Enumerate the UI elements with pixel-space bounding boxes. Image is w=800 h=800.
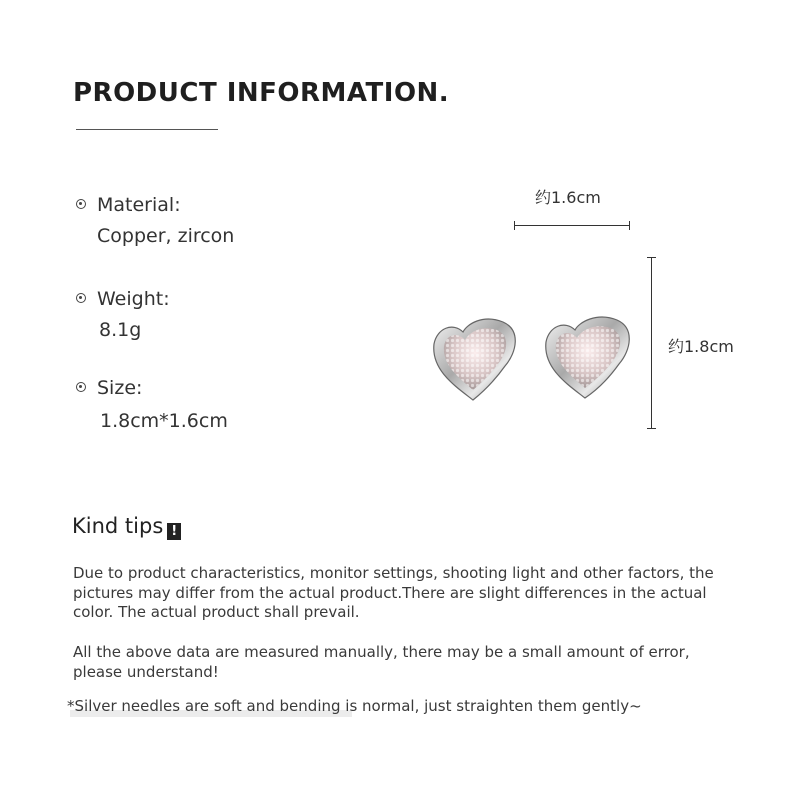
right-earring	[546, 317, 630, 398]
bullet-icon	[76, 293, 86, 303]
exclamation-icon: !	[167, 523, 181, 540]
spec-value: Copper, zircon	[97, 225, 235, 247]
height-dimension-label: 约1.8cm	[668, 337, 734, 356]
width-dimension-line	[514, 225, 630, 226]
spec-value: 8.1g	[99, 319, 142, 341]
bullet-icon	[76, 382, 86, 392]
spec-label: Size:	[97, 377, 143, 399]
measurement-paragraph: All the above data are measured manually, there may be a small amount of error, please understand!	[73, 643, 690, 681]
page-title: PRODUCT INFORMATION.	[73, 78, 450, 108]
spec-label: Weight:	[97, 288, 170, 310]
kind-tips-heading	[72, 514, 181, 540]
height-dimension-line	[651, 257, 652, 429]
needle-note: *Silver needles are soft and bending is normal, just straighten them gently~	[67, 697, 642, 715]
spec-label: Material:	[97, 194, 181, 216]
disclaimer-paragraph: Due to product characteristics, monitor settings, shooting light and other factors, the pictures may differ from the actual product.There are slight differences in the actual color. The actual product shall prevail.	[73, 564, 714, 621]
heart-earrings-image	[425, 308, 637, 408]
left-earring	[434, 319, 516, 400]
kind-tips-label: Kind tips	[72, 514, 164, 538]
bullet-icon	[76, 199, 86, 209]
width-dimension-label: 约1.6cm	[535, 188, 601, 207]
title-underline	[76, 129, 218, 130]
spec-value: 1.8cm*1.6cm	[100, 410, 228, 432]
